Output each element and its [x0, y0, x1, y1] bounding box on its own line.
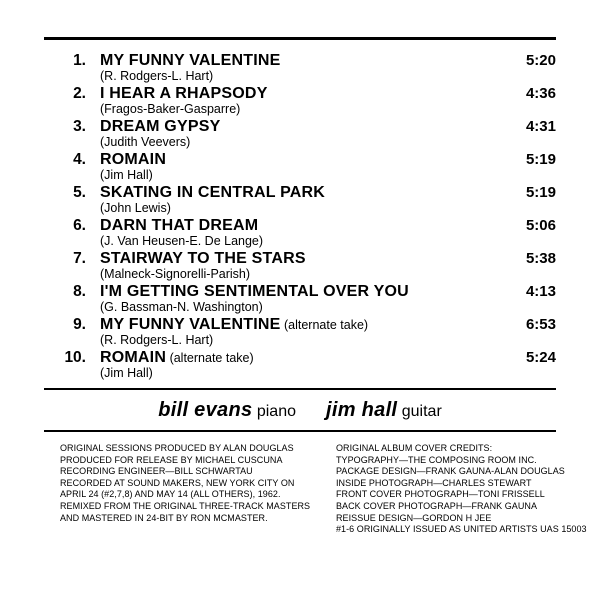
track-title-text: ROMAIN	[100, 151, 167, 168]
track-number: 5.	[73, 184, 86, 201]
track-row	[44, 151, 556, 183]
track-row	[44, 118, 556, 150]
track-number: 6.	[73, 217, 86, 234]
track-number: 10.	[64, 349, 86, 366]
track-duration: 4:13	[525, 283, 556, 300]
track-title-text: MY FUNNY VALENTINE	[100, 316, 281, 333]
track-alt-note: (alternate take)	[280, 318, 369, 332]
credit-line: PRODUCED FOR RELEASE BY MICHAEL CUSCUNA	[60, 454, 283, 465]
track-title-text: DARN THAT DREAM	[100, 217, 259, 234]
credit-line: ORIGINAL SESSIONS PRODUCED BY ALAN DOUGLAS	[60, 443, 294, 453]
track-title-text: MY FUNNY VALENTINE	[100, 52, 281, 69]
track-title	[86, 250, 510, 268]
track-composer: (G. Bassman-N. Washington)	[100, 300, 263, 314]
track-composer: (Jim Hall)	[100, 168, 153, 182]
credit-line: REISSUE DESIGN—GORDON H JEE	[336, 512, 492, 523]
liner-notes	[44, 432, 587, 536]
credit-line: AND MASTERED IN 24-BIT BY RON MCMASTER.	[60, 512, 268, 523]
track-composer: (R. Rodgers-L. Hart)	[100, 333, 214, 347]
credit-line: INSIDE PHOTOGRAPH—CHARLES STEWART	[336, 477, 532, 488]
track-alt-note: (alternate take)	[166, 351, 254, 365]
track-duration: 5:38	[525, 250, 556, 267]
track-composer: (Judith Veevers)	[100, 135, 191, 149]
track-title-text: ROMAIN	[100, 349, 167, 366]
track-title-text: I HEAR A RHAPSODY	[100, 85, 268, 102]
track-number: 4.	[73, 151, 86, 168]
track-row	[44, 217, 556, 249]
track-title	[86, 316, 510, 334]
track-title	[86, 349, 510, 367]
track-number: 8.	[73, 283, 86, 300]
track-duration: 5:24	[525, 349, 556, 366]
track-number: 1.	[73, 52, 86, 69]
track-row	[44, 316, 556, 348]
track-duration: 4:31	[525, 118, 556, 135]
credit-line: APRIL 24 (#2,7,8) AND MAY 14 (ALL OTHERS), 1962.	[60, 489, 281, 500]
album-back-cover	[44, 37, 587, 567]
credit-line: REMIXED FROM THE ORIGINAL THREE-TRACK MASTERS	[60, 500, 311, 511]
track-title-text: STAIRWAY TO THE STARS	[100, 250, 306, 267]
performer-instrument: guitar	[397, 403, 442, 420]
track-row	[44, 184, 556, 216]
credit-line: RECORDED AT SOUND MAKERS, NEW YORK CITY ON	[60, 477, 295, 488]
cover-credits-column	[336, 443, 587, 536]
credit-line: FRONT COVER PHOTOGRAPH—TONI FRISSELL	[336, 489, 545, 500]
performer-name: bill evans	[158, 399, 253, 421]
track-duration: 5:19	[525, 151, 556, 168]
performer-name: jim hall	[325, 399, 398, 421]
credit-line: TYPOGRAPHY—THE COMPOSING ROOM INC.	[336, 454, 537, 465]
track-title	[86, 151, 510, 169]
track-composer: (John Lewis)	[100, 201, 171, 215]
track-number: 7.	[73, 250, 86, 267]
credit-line: #1-6 ORIGINALLY ISSUED AS UNITED ARTISTS UAS 15003	[336, 524, 587, 535]
performer-credits	[44, 390, 556, 430]
track-duration: 4:36	[525, 85, 556, 102]
track-number: 2.	[73, 85, 86, 102]
credit-line: ORIGINAL ALBUM COVER CREDITS:	[336, 443, 493, 453]
track-title-text: SKATING IN CENTRAL PARK	[100, 184, 326, 201]
track-listing	[44, 40, 556, 388]
track-title	[86, 85, 510, 103]
track-number: 9.	[73, 316, 86, 333]
track-row	[44, 283, 556, 315]
track-title	[86, 283, 510, 301]
track-composer: (Jim Hall)	[100, 366, 153, 380]
track-row	[44, 250, 556, 282]
track-duration: 5:19	[525, 184, 556, 201]
track-title	[86, 52, 510, 70]
track-composer: (Fragos-Baker-Gasparre)	[100, 102, 241, 116]
track-row	[44, 85, 556, 117]
track-row	[44, 349, 556, 381]
track-duration: 6:53	[525, 316, 556, 333]
track-composer: (Malneck-Signorelli-Parish)	[100, 267, 251, 281]
track-row	[44, 52, 556, 84]
track-composer: (J. Van Heusen-E. De Lange)	[100, 234, 264, 248]
track-title	[86, 184, 510, 202]
track-title-text: I'M GETTING SENTIMENTAL OVER YOU	[100, 283, 409, 300]
track-number: 3.	[73, 118, 86, 135]
credit-line: RECORDING ENGINEER—BILL SCHWARTAU	[60, 466, 253, 477]
credit-line: BACK COVER PHOTOGRAPH—FRANK GAUNA	[336, 500, 538, 511]
performer-instrument: piano	[252, 403, 296, 420]
production-credits-column	[60, 443, 336, 536]
track-title	[86, 217, 510, 235]
credit-line: PACKAGE DESIGN—FRANK GAUNA-ALAN DOUGLAS	[336, 466, 565, 477]
track-title	[86, 118, 510, 136]
track-duration: 5:06	[525, 217, 556, 234]
track-title-text: DREAM GYPSY	[100, 118, 221, 135]
track-duration: 5:20	[525, 52, 556, 69]
track-composer: (R. Rodgers-L. Hart)	[100, 69, 214, 83]
